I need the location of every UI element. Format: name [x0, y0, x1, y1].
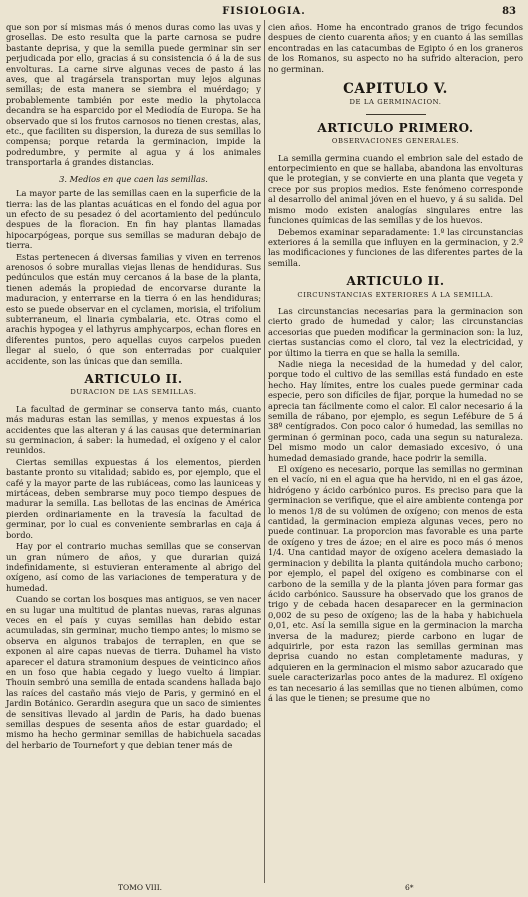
- column-divider: [264, 20, 265, 883]
- paragraph: Las circunstancias necesarias para la germinacion son cierto grado de humedad y calor; las circunstancias accesorias que pueden modificar la germinacion son: la luz, ciertas sustancias como el cloro, tal vez la electricidad, y por último la tierra en que se halla la semilla.: [268, 305, 523, 358]
- running-title: FISIOLOGIA.: [222, 6, 306, 17]
- paragraph: Debemos examinar separadamente: 1.º las circunstancias exteriores á la semilla que influyen en la germinacion, y 2.º las modificaciones y funciones de las diferentes partes de la semilla.: [268, 226, 523, 268]
- subsection-title: 3. Medios en que caen las semillas.: [59, 173, 208, 184]
- paragraph: Ciertas semillas expuestas á los elementos, pierden bastante pronto su vitalidad; sabido es, por ejemplo, que el café y la mayor parte de las rubiáceas, como las launiceas y mirtáceas, deben sembrarse muy poco tiempo despues de madurar la semilla. Las bellotas de las encinas de América pierden ordinariamente en la travesía la facultad de germinar, por lo cual es conveniente sembrarlas en caja á bordo.: [6, 456, 261, 540]
- article-heading: ARTICULO PRIMERO.: [317, 120, 474, 135]
- divider-line: [366, 114, 426, 115]
- article-subheading: OBSERVACIONES GENERALES.: [331, 137, 460, 146]
- running-header: [10, 6, 518, 20]
- signature-mark: 6*: [405, 883, 414, 892]
- left-column: [6, 22, 261, 751]
- article-subheading: DURACION DE LAS SEMILLAS.: [70, 388, 197, 397]
- right-column: [268, 22, 523, 704]
- chapter-subheading: DE LA GERMINACION.: [349, 98, 442, 107]
- paragraph: Estas pertenecen á diversas familias y viven en terrenos arenosos ó sobre murallas viejas llenas de hendiduras. Sus pedúnculos que están muy cercanos á la base de la planta, tienen además la propiedad de encorvarse durante la maduracion, y enterrarse en la tierra ó en las hendiduras; esto se puede observar en el cyclamen, morisia, el trifolium subterraneum, el linaria cymbalaria, etc. Otras como el arachis hypogea y el lathyrus amphycarpos, echan flores en diferentes puntos, pero aquellas cuyos carpelos pueden llegar al suelo, ó que son enterradas por cualquier accidente, son las únicas que dan semilla.: [6, 251, 261, 366]
- page-number: 83: [502, 6, 516, 17]
- paragraph: Cuando se cortan los bosques mas antiguos, se ven nacer en su lugar una multitud de plantas nuevas, raras algunas veces en el país y cuyas semillas han debido estar acumuladas, sin germinar, mucho tiempo antes; lo mismo se observa en algunos trabajos de terraplen, en que se exponen al aire capas nuevas de tierra. Duhamel ha visto aparecer el datura stramonium despues de veinticinco años en un foso que habia cegado y luego vuelto á limpiar. Thouin sembró una semilla de entada scandens hallada bajo las raíces del castaño más viejo de Paris, y germinó en el Jardin Botánico. Gerardin asegura que un saco de simientes de sensitivas llevado al jardin de Paris, ha dado buenas semillas despues de sesenta años de estar guardado; el mismo ha hecho germinar semillas de habichuela sacadas del herbario de Tournefort y que debian tener más de: [6, 594, 261, 750]
- paragraph: que son por sí mismas más ó menos duras como las uvas y grosellas. De esto resulta que la parte carnosa se pudre bastante deprisa, y que la semilla puede germinar sin ser perjudicada por ello, gracias á su consistencia ó á la de sus envolturas. La carne sirve algunas veces de pasto á las aves, que al tragársela transportan muy lejos algunas semillas; de esta manera se siembra el muérdago; y probablemente también por este medio la phytolacca decandra se ha esparcido por el Mediodía de Europa. Se ha observado que si los frutos carnosos no tienen crestas, alas, etc., que faciliten su dispersion, la dureza de sus semillas lo compensa; porque retarda la germinacion, impide la podredumbre, y permite al agua y á los animales transportarla á grandes distancias.: [6, 22, 261, 168]
- volume-label: TOMO VIII.: [118, 883, 163, 892]
- paragraph: Nadie niega la necesidad de la humedad y del calor, porque todo el cultivo de las semillas está fundado en este hecho. Hay límites, entre los cuales puede germinar cada especie, pero son difíciles de fijar, porque la humedad no se aprecia tan fácilmente como el calor. El calor necesario á la semilla de rábano, por ejemplo, es segun Lefébure de 5 á 38º centígrados. Con poco calor ó humedad, las semillas no germinan ó germinan poco, cada una segun su naturaleza. Del mismo modo un calor demasiado excesivo, ó una humedad demasiado grande, hace podrir la semilla.: [268, 358, 523, 463]
- paragraph: cien años. Home ha encontrado granos de trigo fecundos despues de ciento cuarenta años; y en cuanto á las semillas encontradas en las catacumbas de Egipto ó en los graneros de los Romanos, su aspecto no ha sufrido alteracion, pero no germinan.: [268, 22, 523, 74]
- article-subheading: CIRCUNSTANCIAS EXTERIORES Á LA SEMILLA.: [297, 290, 494, 299]
- page-footer: [0, 883, 528, 895]
- paragraph: La mayor parte de las semillas caen en la superficie de la tierra: las de las plantas acuáticas en el fondo del agua por un efecto de su pesadez ó del acortamiento del pedúnculo despues de la floracion. En fin hay plantas llamadas hipocarpógeas, porque sus semillas se maduran debajo de tierra.: [6, 188, 261, 251]
- paragraph: La semilla germina cuando el embrion sale del estado de entorpecimiento en que se hallaba, abandona las envolturas que le protegian, y se convierte en una planta que vegeta y crece por sus propios medios. Este fenómeno corresponde al desarrollo del animal jóven en el huevo, y á su salida. Del mismo modo existen analogías singulares entre las funciones químicas de las semillas y de los huevos.: [268, 152, 523, 226]
- paragraph: La facultad de germinar se conserva tanto más, cuanto más maduras estan las semillas, y menos expuestas á los accidentes que las alteran y á las causas que determinarian su germinacion, á saber: la humedad, el oxígeno y el calor reunidos.: [6, 403, 261, 456]
- paragraph: Hay por el contrario muchas semillas que se conservan un gran número de años, y que durarian quizá indefinidamente, si estuvieran enteramente al abrigo del oxígeno, así como de las variaciones de temperatura y de humedad.: [6, 541, 261, 593]
- article-heading: ARTICULO II.: [84, 372, 183, 386]
- chapter-heading: CAPITULO V.: [343, 81, 448, 98]
- article-heading: ARTICULO II.: [346, 274, 445, 289]
- paragraph: El oxígeno es necesario, porque las semillas no germinan en el vacío, ni en el agua que ha hervido, ni en el gas ázoe, hidrógeno y ácido carbónico puros. Es preciso para que la germinacion se verifique, que el aire ambiente contenga por lo menos 1/8 de su volúmen de oxígeno; con menos de esta cantidad, la germinacion empieza algunas veces, pero no puede continuar. La proporcion mas favorable es una parte de oxígeno y tres de ázoe; en el aire es poco más ó menos 1/4. Una cantidad mayor de oxígeno acelera demasiado la germinacion y debilita la planta quitándola mucho carbono; por ejemplo, el papel del oxígeno es combinarse con el carbono de la semilla y de la planta jóven para formar gas ácido carbónico. Saussure ha observado que los granos de trigo y de cebada hacen desaparecer en la germinacion 0,002 de su peso de oxígeno; las de la haba y habichuela 0,01, etc. Así la semilla sigue en la germinacion la marcha inversa de la madurez; pierde carbono en lugar de adquirirle, por esta razon las semillas germinan mas deprisa cuando no estan completamente maduras, y adquieren en la germinacion el mismo sabor azucarado que suele caracterizarlas poco antes de la madurez. El oxígeno es tan necesario á las semillas que no tienen albúmen, como á las que le tienen; se presume que no: [268, 464, 523, 703]
